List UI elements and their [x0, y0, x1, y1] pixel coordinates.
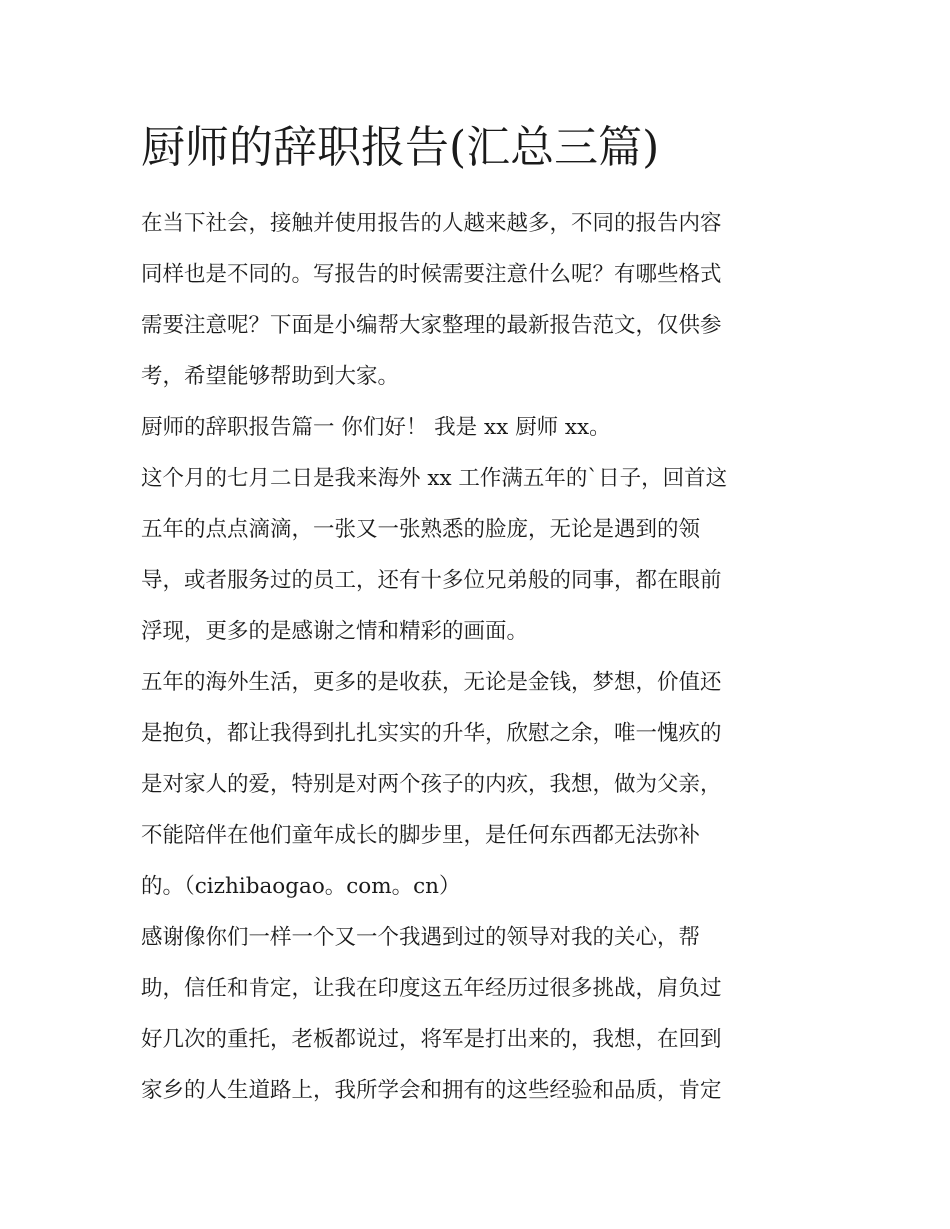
paragraph-line: 五年的海外生活，更多的是收获，无论是金钱，梦想，价值还 [141, 670, 722, 695]
paragraph-line: 五年的点点滴滴，一张又一张熟悉的脸庞，无论是遇到的领 [141, 517, 701, 542]
paragraph-body-2 [141, 657, 821, 912]
paragraph-line: 考，希望能够帮助到大家。 [141, 364, 400, 389]
paragraph-line: 的。（cizhibaogao。com。cn） [141, 874, 461, 899]
paragraph-line: 同样也是不同的。写报告的时候需要注意什么呢？有哪些格式 [141, 262, 722, 287]
paragraph-line: 导，或者服务过的员工，还有十多位兄弟般的同事，都在眼前 [141, 568, 722, 593]
paragraph-body-1 [141, 453, 821, 657]
paragraph-line: 需要注意呢？下面是小编帮大家整理的最新报告范文，仅供参 [141, 313, 722, 338]
paragraph-body-3 [141, 912, 821, 1116]
paragraph-line: 浮现，更多的是感谢之情和精彩的画面。 [141, 619, 529, 644]
paragraph-line: 是抱负，都让我得到扎扎实实的升华，欣慰之余，唯一愧疚的 [141, 721, 722, 746]
paragraph-section-heading [141, 402, 821, 453]
document-title: 厨师的辞职报告(汇总三篇) [141, 122, 660, 173]
paragraph-line: 厨师的辞职报告篇一 你们好！ 我是 xx 厨师 xx。 [141, 415, 611, 440]
paragraph-line: 家乡的人生道路上，我所学会和拥有的这些经验和品质，肯定 [141, 1078, 722, 1103]
paragraph-line: 这个月的七月二日是我来海外 xx 工作满五年的`日子，回首这 [141, 466, 728, 491]
paragraph-intro [141, 198, 821, 402]
paragraph-line: 助，信任和肯定，让我在印度这五年经历过很多挑战，肩负过 [141, 976, 722, 1001]
paragraph-line: 在当下社会，接触并使用报告的人越来越多，不同的报告内容 [141, 211, 722, 236]
paragraph-line: 好几次的重托，老板都说过，将军是打出来的，我想，在回到 [141, 1027, 722, 1052]
paragraph-line: 感谢像你们一样一个又一个我遇到过的领导对我的关心，帮 [141, 925, 701, 950]
paragraph-line: 是对家人的爱，特别是对两个孩子的内疚，我想，做为父亲， [141, 772, 722, 797]
paragraph-line: 不能陪伴在他们童年成长的脚步里，是任何东西都无法弥补 [141, 823, 701, 848]
document-page [141, 118, 821, 1116]
